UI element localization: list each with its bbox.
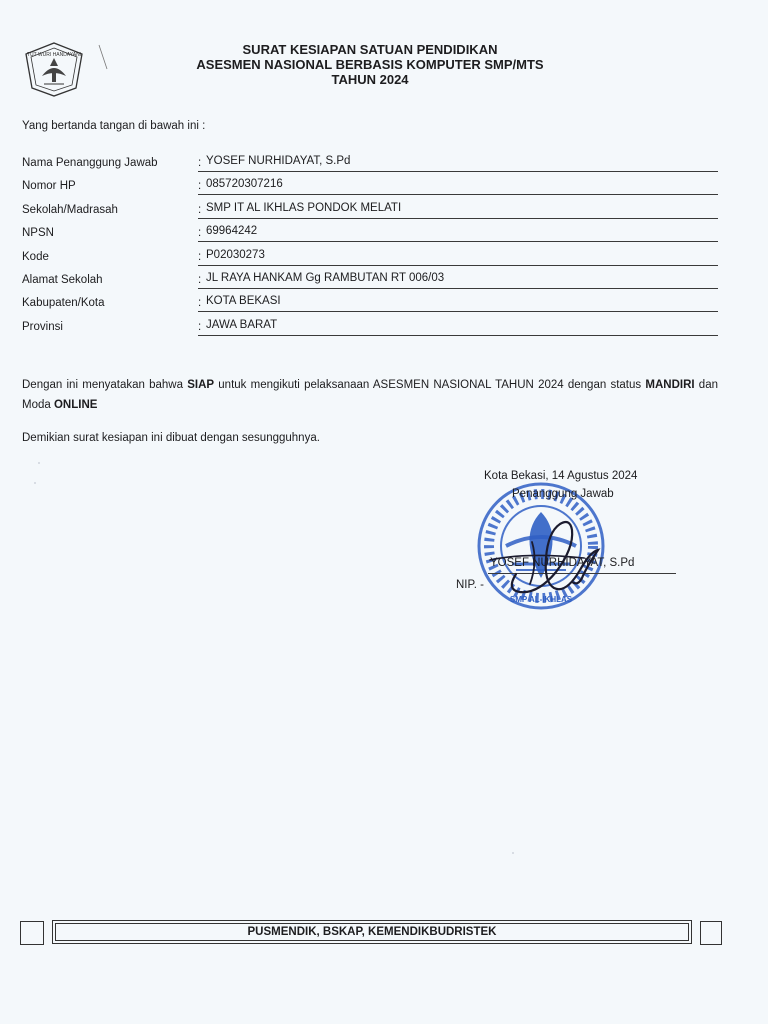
- header-line-1: SURAT KESIAPAN SATUAN PENDIDIKAN: [242, 42, 498, 57]
- form-value: P02030273: [206, 248, 265, 261]
- footer-title: [52, 920, 692, 944]
- status-mandiri: MANDIRI: [645, 379, 695, 391]
- underline: [198, 241, 718, 242]
- form-value: 69964242: [206, 225, 258, 238]
- place-date: Kota Bekasi, 14 Agustus 2024: [484, 470, 638, 482]
- form-colon: :: [198, 227, 202, 240]
- form-label: Nomor HP: [22, 180, 76, 193]
- footer-text: PUSMENDIK, BSKAP, KEMENDIKBUDRISTEK: [247, 926, 497, 938]
- underline: [198, 311, 718, 312]
- form-label: Alamat Sekolah: [22, 273, 103, 286]
- form-value: YOSEF NURHIDAYAT, S.Pd: [206, 155, 351, 167]
- intro-text: Yang bertanda tangan di bawah ini :: [22, 120, 206, 132]
- underline: [198, 265, 718, 266]
- form-row-city: [22, 292, 718, 315]
- form-colon: :: [198, 250, 202, 263]
- form-label: Kabupaten/Kota: [22, 297, 105, 310]
- form-value: KOTA BEKASI: [206, 295, 281, 308]
- signer-position: Penanggung Jawab: [512, 488, 614, 500]
- form-label: Provinsi: [22, 320, 63, 333]
- form-value: SMP IT AL IKHLAS PONDOK MELATI: [206, 201, 402, 214]
- form-value: JL RAYA HANKAM Gg RAMBUTAN RT 006/03: [206, 271, 445, 284]
- form-label: Sekolah/Madrasah: [22, 203, 118, 216]
- form-label: Nama Penanggung Jawab: [22, 157, 158, 169]
- identity-form: [22, 152, 718, 339]
- header-line-3: TAHUN 2024: [331, 72, 409, 87]
- underline: [198, 288, 718, 289]
- form-colon: :: [198, 203, 202, 216]
- form-colon: :: [198, 320, 202, 333]
- statement-connector: dan Moda: [22, 379, 718, 411]
- document-header: [0, 42, 740, 87]
- scan-speck: [34, 482, 36, 484]
- form-row-name: [22, 152, 718, 175]
- statement-paragraph: [22, 375, 718, 415]
- form-value: JAWA BARAT: [206, 318, 278, 331]
- form-value: 085720307216: [206, 178, 283, 191]
- form-colon: :: [198, 157, 202, 169]
- underline: [198, 194, 718, 195]
- closing-paragraph: Demikian surat kesiapan ini dibuat dengan sesungguhnya.: [22, 432, 320, 444]
- form-label: NPSN: [22, 227, 54, 240]
- scan-speck: [512, 852, 514, 854]
- header-line-2: ASESMEN NASIONAL BERBASIS KOMPUTER SMP/MTS: [196, 57, 544, 72]
- moda-online: ONLINE: [53, 399, 98, 411]
- form-label: Kode: [22, 250, 49, 263]
- form-colon: :: [198, 297, 202, 310]
- footer-box-left: [20, 921, 44, 945]
- svg-text:SMP AL-IKHLAS: SMP AL-IKHLAS: [509, 595, 573, 604]
- signer-name: YOSEF NURHIDAYAT, S.Pd: [490, 557, 635, 569]
- svg-text:TUT WURI HANDAYANI: TUT WURI HANDAYANI: [26, 52, 82, 58]
- underline: [198, 171, 718, 172]
- form-row-phone: [22, 175, 718, 198]
- form-colon: :: [198, 273, 202, 286]
- form-row-code: [22, 246, 718, 269]
- form-row-address: [22, 269, 718, 292]
- form-row-province: [22, 316, 718, 339]
- handwritten-signature: [486, 512, 602, 596]
- form-colon: :: [198, 180, 202, 193]
- scan-speck: [38, 462, 40, 464]
- underline: [198, 218, 718, 219]
- signer-nip: NIP. -: [456, 579, 484, 591]
- underline: [198, 335, 718, 336]
- form-row-school: [22, 199, 718, 222]
- statement-middle: untuk mengikuti pelaksanaan ASESMEN NASIONAL TAHUN 2024 dengan status: [214, 379, 646, 391]
- status-siap: SIAP: [187, 379, 215, 391]
- form-row-npsn: [22, 222, 718, 245]
- statement-prefix: Dengan ini menyatakan bahwa: [22, 379, 188, 391]
- footer-box-right: [700, 921, 722, 945]
